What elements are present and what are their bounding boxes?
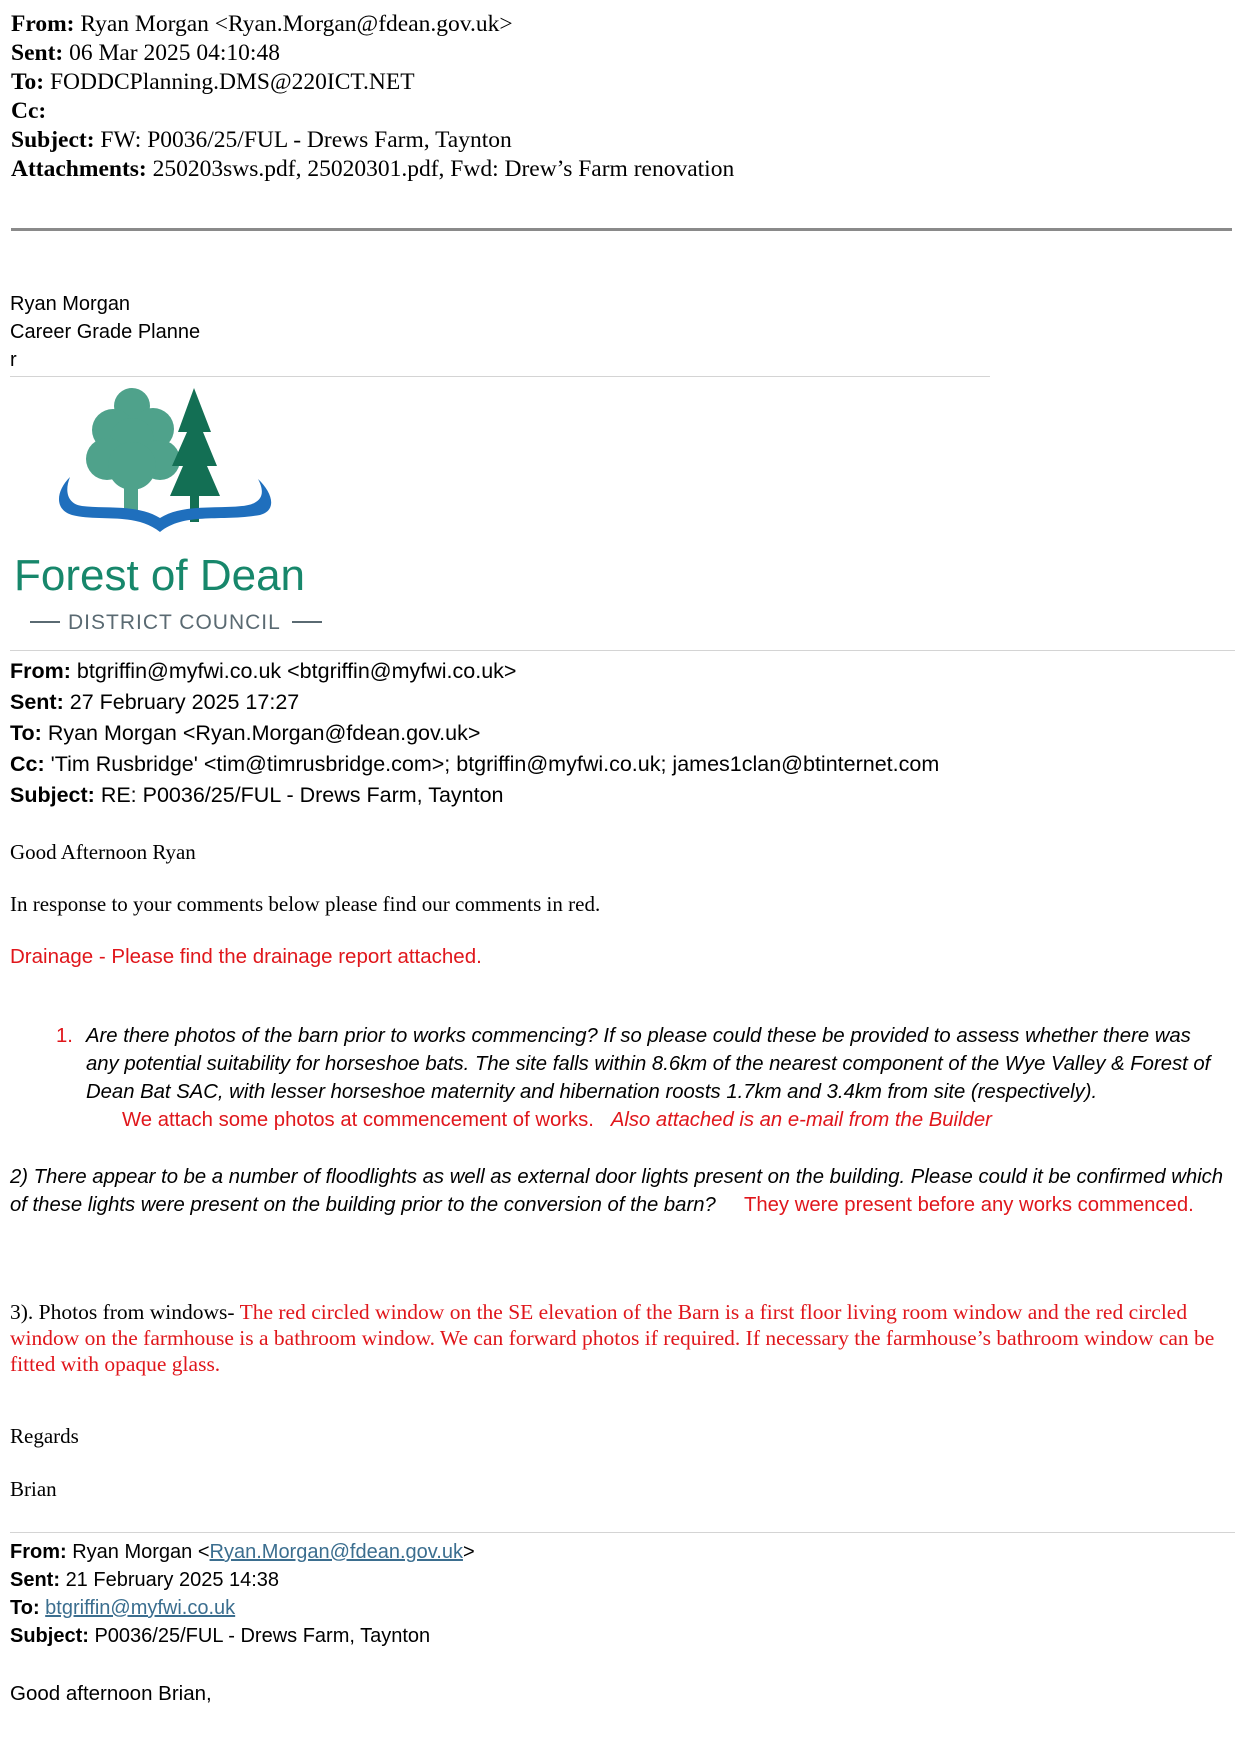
conifer-tree-icon xyxy=(170,388,220,522)
question-1-text: Are there photos of the barn prior to works commencing? If so please could these be provided to assess whether there was any potential suitability for horseshoe bats. The site falls within 8.6km of the nearest component of the Wye Valley & Forest of Dean Bat SAC, with lesser horseshoe maternity and hibernation roosts 1.7km and 3.4km from site (respectively). xyxy=(86,1025,1211,1103)
header-to: To: FODDCPlanning.DMS@220ICT.NET xyxy=(11,69,415,95)
question-3-label: 3). Photos from windows- xyxy=(10,1300,235,1324)
drainage-comment: Drainage - Please find the drainage report attached. xyxy=(10,945,482,968)
email2-intro: In response to your comments below please find our comments in red. xyxy=(10,892,601,916)
logo-title: Forest of Dean xyxy=(14,551,306,600)
header-cc: Cc: xyxy=(11,98,47,124)
question-2-answer: They were present before any works commenced. xyxy=(743,1194,1194,1216)
email2-to: To: Ryan Morgan <Ryan.Morgan@fdean.gov.uk> xyxy=(10,721,481,745)
email3-to-link[interactable]: btgriffin@myfwi.co.uk xyxy=(45,1597,236,1619)
email3-header xyxy=(10,1538,475,1650)
question-3-answer: The red circled window on the SE elevation of the Barn is a first floor living room window and the red circled window on the farmhouse is a bathroom window. We can forward photos if required. If necessary the farmhouse’s bathroom window can be fitted with opaque glass. xyxy=(10,1300,1215,1376)
email2-cc: Cc: 'Tim Rusbridge' <tim@timrusbridge.com>; btgriffin@myfwi.co.uk; james1clan@btinternet.com xyxy=(10,752,940,776)
email2-header xyxy=(10,656,939,811)
question-2 xyxy=(10,1163,1225,1219)
email2-from: From: btgriffin@myfwi.co.uk <btgriffin@myfwi.co.uk> xyxy=(10,659,517,683)
deciduous-tree-icon xyxy=(86,388,180,518)
signature xyxy=(10,290,200,374)
header-subject: Subject: FW: P0036/25/FUL - Drews Farm, Taynton xyxy=(11,127,512,153)
email2-sent: Sent: 27 February 2025 17:27 xyxy=(10,690,300,714)
email2-regards: Regards xyxy=(10,1424,79,1448)
question-1-answer: We attach some photos at commencement of works. Also attached is an e-mail from the Builder xyxy=(122,1109,992,1131)
email3-greeting: Good afternoon Brian, xyxy=(10,1682,212,1705)
email3-from: From: Ryan Morgan <Ryan.Morgan@fdean.gov.uk> xyxy=(10,1541,475,1563)
question-1-number: 1. xyxy=(56,1025,73,1047)
header-attachments: Attachments: 250203sws.pdf, 25020301.pdf, Fwd: Drew’s Farm renovation xyxy=(11,156,735,182)
email-divider xyxy=(10,650,1235,651)
signature-title: Career Grade Planne xyxy=(10,321,201,343)
logo-subtitle: DISTRICT COUNCIL xyxy=(68,611,281,634)
signature-name: Ryan Morgan xyxy=(10,293,131,315)
question-2-text: 2) There appear to be a number of floodlights as well as external door lights present on the building. Please could it be confirmed which of these lights were present on the building prior to the conversion of the barn? xyxy=(10,1166,1224,1216)
header-sent: Sent: 06 Mar 2025 04:10:48 xyxy=(11,40,280,66)
email2-sign-name: Brian xyxy=(10,1477,57,1501)
water-swoosh-icon xyxy=(59,477,271,532)
signature-divider xyxy=(10,376,990,377)
forest-of-dean-logo xyxy=(10,382,330,642)
email3-to: To: btgriffin@myfwi.co.uk xyxy=(10,1597,236,1619)
email3-subject: Subject: P0036/25/FUL - Drews Farm, Taynton xyxy=(10,1625,431,1647)
email3-divider xyxy=(10,1532,1235,1533)
signature-title-wrap: r xyxy=(10,349,17,371)
email2-greeting: Good Afternoon Ryan xyxy=(10,840,196,864)
email3-sent: Sent: 21 February 2025 14:38 xyxy=(10,1569,280,1591)
header-divider xyxy=(11,228,1232,231)
header-from: From: Ryan Morgan <Ryan.Morgan@fdean.gov.uk> xyxy=(11,11,513,37)
question-3 xyxy=(10,1299,1225,1377)
email3-from-link[interactable]: Ryan.Morgan@fdean.gov.uk xyxy=(209,1541,463,1563)
email-header xyxy=(11,10,734,184)
email2-subject: Subject: RE: P0036/25/FUL - Drews Farm, Taynton xyxy=(10,783,504,807)
